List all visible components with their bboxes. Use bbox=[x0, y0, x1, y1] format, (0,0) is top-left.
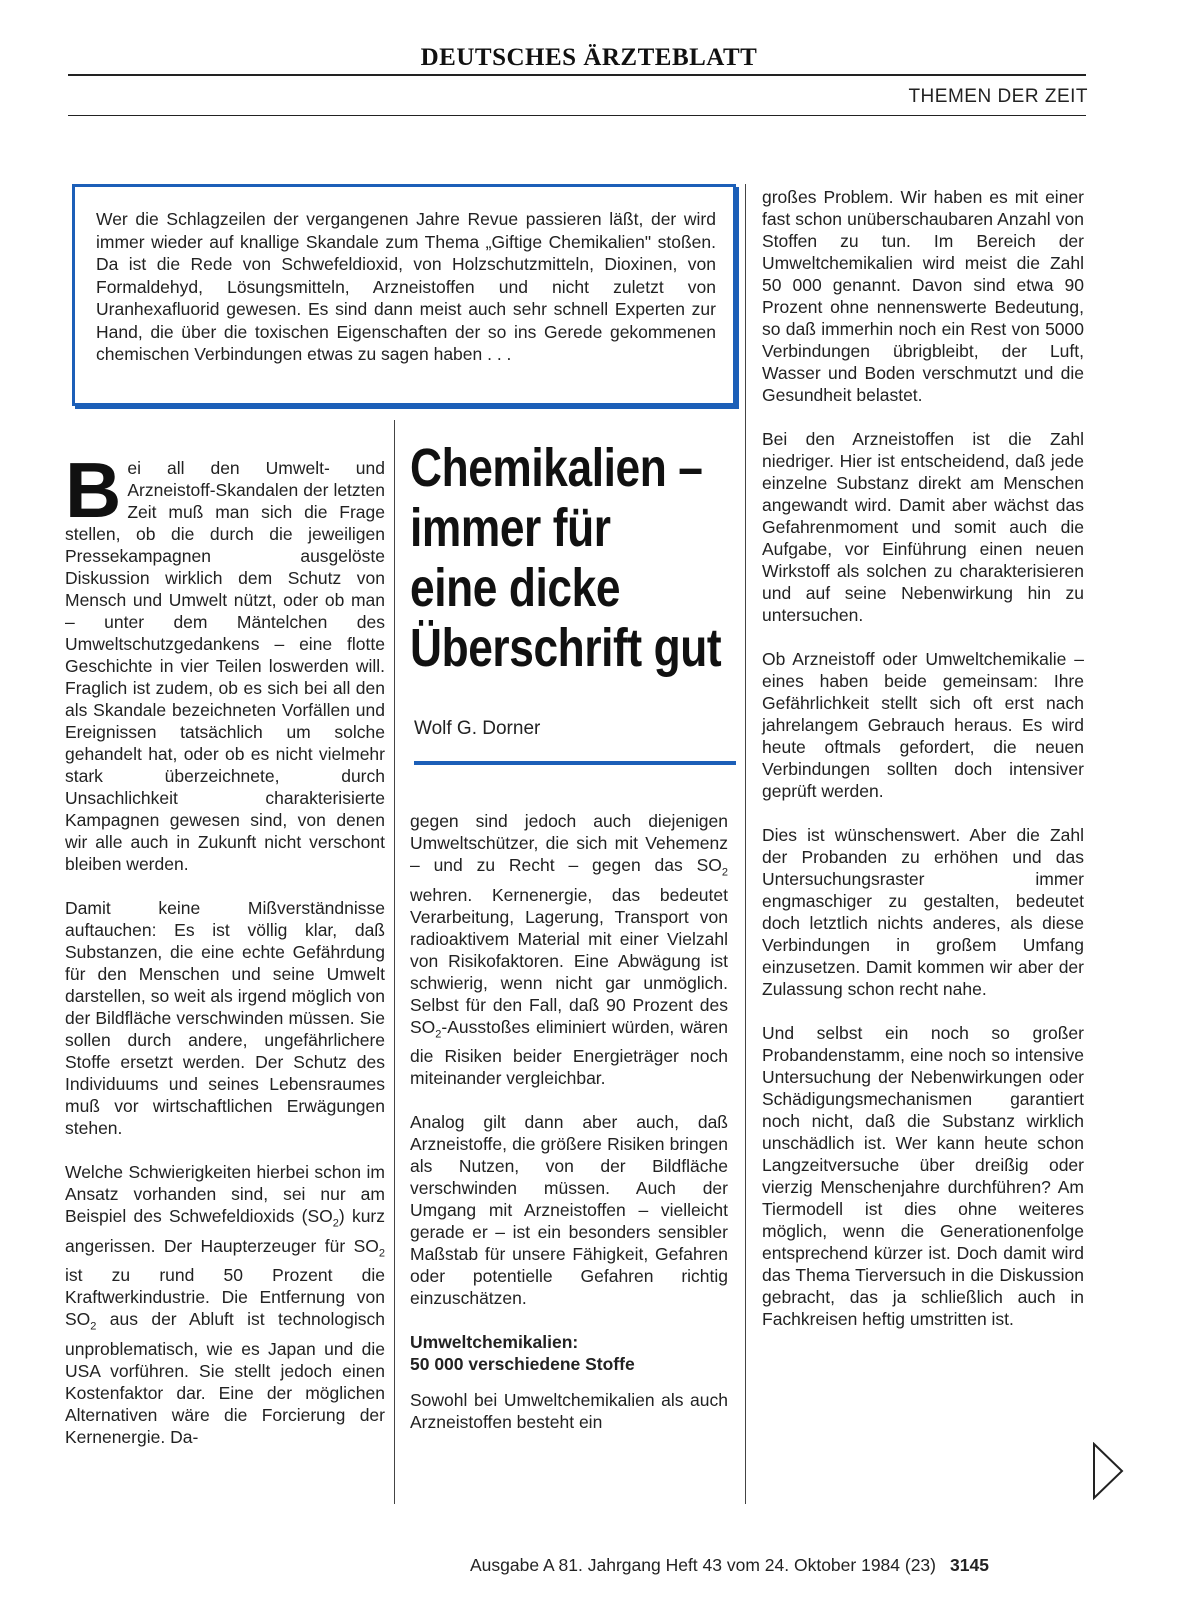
column-divider-right bbox=[745, 184, 746, 1504]
column-1-paragraph-2: Damit keine Mißverständnisse auftauchen: Es ist völlig klar, daß Substanzen, die eine echte Gefährdung für den Menschen und seine Umwelt darstellen, so weit als irgend möglich von der Bildfläche verschwinden müssen. Sie sollen durch andere, ungefährlichere Stoffe ersetzt werden. Der Schutz des Individuums und seines Lebensraumes muß vor wirtschaftlichen Erwägungen stehen. bbox=[65, 898, 385, 1138]
masthead-rule bbox=[68, 74, 1086, 76]
column-divider-left bbox=[394, 420, 395, 1504]
intro-text: Wer die Schlagzeilen der vergangenen Jahre Revue passieren läßt, der wird immer wieder auf knallige Skandale zum Thema „Giftige Chemikalien" stoßen. Da ist die Rede von Schwefeldioxid, von Holzschutzmitteln, Dioxinen, von Formaldehyd, Lösungsmitteln, Arzneistoffen und nicht zuletzt von Uranhexafluorid gewesen. Es sind dann meist auch sehr schnell Experten zur Hand, die über die toxischen Eigenschaften der so ins Gerede gekommenen chemischen Verbindungen etwas zu sagen haben . . . bbox=[96, 209, 716, 364]
column-3-paragraph-4: Dies ist wünschenswert. Aber die Zahl der Probanden zu erhöhen und das Untersuchungsraster immer engmaschiger zu gestalten, bedeutet doch letztlich nichts anderes, als diese Verbindungen in großem Umfang einzusetzen. Damit kommen wir aber der Zulassung schon recht nahe. bbox=[762, 825, 1084, 999]
page-footer bbox=[470, 1555, 989, 1576]
column-1-paragraph-1: Bei all den Umwelt- und Arzneistoff-Skandalen der letzten Zeit muß man sich die Frage stellen, ob die durch die jeweiligen Pressekampagnen ausgelöste Diskussion wirklich dem Schutz von Mensch und Umwelt nützt, oder ob man – unter dem Mäntelchen des Umweltschutzgedankens – eine flotte Geschichte in vier Teilen loswerden will. Fraglich ist zudem, ob es sich bei all den als Skandale bezeichneten Vorfällen und Ereignissen tatsächlich um solche gehandelt hat, oder ob es nicht vielmehr stark überzeichnete, durch Unsachlichkeit charakterisierte Kampagnen gewesen sind, von denen wir alle auch in Zukunft nicht verschont bleiben werden. bbox=[65, 446, 385, 874]
column-3-paragraph-3: Ob Arzneistoff oder Umweltchemikalie – eines haben beide gemeinsam: Ihre Gefährlichkeit stellt sich oft erst nach jahrelangem Gebrauch heraus. Es wird heute oftmals gefordert, die neuen Verbindungen sollten doch intensiver geprüft werden. bbox=[762, 649, 1084, 801]
author-byline: Wolf G. Dorner bbox=[414, 718, 541, 739]
column-1-paragraph-3: Welche Schwierigkeiten hierbei schon im Ansatz vorhanden sind, sei nur am Beispiel des Schwefeldioxids $(SO_2)$ kurz angerissen. Der Haupterzeuger für $SO_2$ ist zu rund 50 Prozent die Kraftwerkindustrie. Die Entfernung von $SO_2$ aus der Abluft ist technologisch unproblematisch, wie es Japan und die USA vorführen. Sie stellt jedoch einen Kostenfaktor dar. Eine der möglichen Alternativen wäre die Forcierung der Kernenergie. Da- bbox=[65, 1162, 385, 1447]
edition-info: Ausgabe A 81. Jahrgang Heft 43 vom 24. Oktober 1984 (23) bbox=[470, 1555, 936, 1575]
drop-cap: B bbox=[65, 446, 122, 534]
column-3-paragraph-5: Und selbst ein noch so großer Probandenstamm, eine noch so intensive Untersuchung der Nebenwirkungen oder Schädigungsmechanismen garantiert noch nicht, daß die Substanz wirklich unschädlich ist. Wer kann heute schon Langzeitversuche über dreißig oder vierzig Menschenjahre durchführen? Am Tiermodell ist dies ohne weiteres möglich, wenn die Generationenfolge entsprechend kürzer ist. Doch damit wird das Thema Tierversuch in die Diskussion gebracht, das ja schließlich auch in Fachkreisen heftig umstritten ist. bbox=[762, 1023, 1084, 1329]
column-3-paragraph-2: Bei den Arzneistoffen ist die Zahl niedriger. Hier ist entscheidend, daß jede einzelne Substanz direkt am Menschen angewandt wird. Damit aber wächst das Gefahrenmoment und somit auch die Aufgabe, vor Einführung einen neuen Wirkstoff als solchen zu charakterisieren und auf seine Nebenwirkung hin zu untersuchen. bbox=[762, 429, 1084, 625]
column-2-paragraph-1: gegen sind jedoch auch diejenigen Umweltschützer, die sich mit Vehemenz – und zu Recht – gegen das $SO_2$ wehren. Kernenergie, das bedeutet Verarbeitung, Lagerung, Transport von radioaktivem Material mit einer Vielzahl von Risikofaktoren. Eine Abwägung ist schwierig, wenn nicht gar unmöglich. Selbst für den Fall, daß 90 Prozent des $SO_2$-Ausstoßes eliminiert würden, wären die Risiken beider Energieträger noch miteinander vergleichbar. bbox=[410, 811, 728, 1088]
column-2-paragraph-2: Analog gilt dann aber auch, daß Arzneistoffe, die größere Risiken bringen als Nutzen, von der Bildfläche verschwinden müssen. Auch der Umgang mit Arzneistoffen – vielleicht gerade er – ist ein besonders sensibler Maßstab für unsere Fähigkeit, Gefahren oder potentielle Gefahren richtig einzuschätzen. bbox=[410, 1112, 728, 1308]
article-column-2 bbox=[410, 810, 728, 1455]
subheading: Umweltchemikalien: 50 000 verschiedene Stoffe bbox=[410, 1332, 635, 1374]
section-label: THEMEN DER ZEIT bbox=[908, 86, 1088, 107]
section-rule bbox=[68, 115, 1086, 116]
masthead: DEUTSCHES ÄRZTEBLATT bbox=[420, 44, 758, 71]
column-2-paragraph-3: Sowohl bei Umweltchemikalien als auch Arzneistoffen besteht ein bbox=[410, 1390, 728, 1432]
byline-rule bbox=[414, 761, 736, 765]
page-number: 3145 bbox=[950, 1555, 989, 1575]
article-headline: Chemikalien – immer für eine dicke Überschrift gut bbox=[410, 438, 722, 678]
column-3-paragraph-1: großes Problem. Wir haben es mit einer fast schon unüberschaubaren Anzahl von Stoffen zu tun. Im Bereich der Umweltchemikalien wird meist die Zahl 50 000 genannt. Davon sind etwa 90 Prozent ohne nennenswerte Bedeutung, so daß immerhin noch ein Rest von 5000 Verbindungen übrigbleibt, der Luft, Wasser und Boden verschmutzt und die Gesundheit belastet. bbox=[762, 187, 1084, 405]
article-column-3 bbox=[762, 186, 1084, 1352]
article-column-1 bbox=[65, 446, 385, 1470]
continue-arrow-icon[interactable] bbox=[1092, 1442, 1126, 1505]
